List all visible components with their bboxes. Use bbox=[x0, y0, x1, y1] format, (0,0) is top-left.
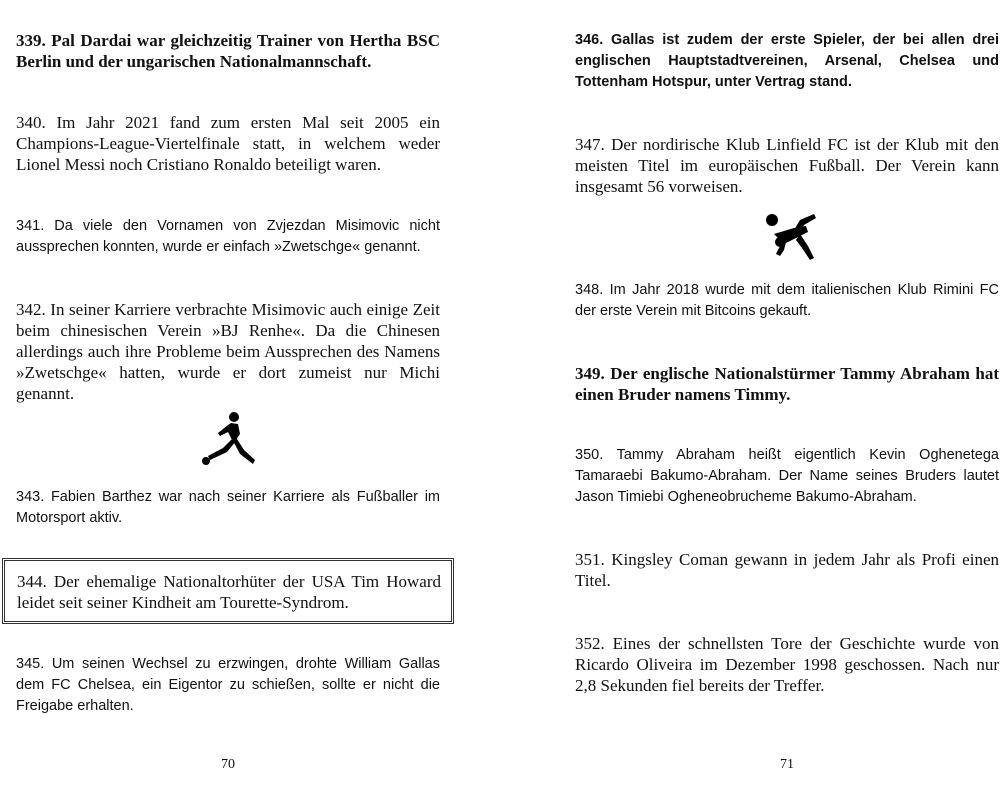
fact-345: 345. Um seinen Wechsel zu erzwingen, drohte William Gallas dem FC Chelsea, ein Eigentor zu schießen, sollte er nicht die Freigabe erhalten. bbox=[16, 656, 440, 714]
soccer-player-kicking-icon bbox=[198, 410, 258, 470]
right-page bbox=[500, 0, 1000, 800]
fact-350: 350. Tammy Abraham heißt eigentlich Kevin Oghenetega Tamaraebi Bakumo-Abraham. Der Name seines Bruders lautet Jason Timiebi Ogheneobrucheme Bakumo-Abraham. bbox=[575, 447, 999, 505]
fact-343: 343. Fabien Barthez war nach seiner Karriere als Fußballer im Motorsport aktiv. bbox=[16, 489, 440, 526]
fact-351: 351. Kingsley Coman gewann in jedem Jahr als Profi einen Titel. bbox=[575, 550, 999, 590]
page-number-right: 71 bbox=[780, 757, 794, 772]
page-number-left: 70 bbox=[221, 757, 235, 772]
fact-346: 346. Gallas ist zudem der erste Spieler, der bei allen drei englischen Hauptstadtvereinen, Arsenal, Chelsea und Tottenham Hotspur, unter Vertrag stand. bbox=[575, 32, 999, 90]
fact-348: 348. Im Jahr 2018 wurde mit dem italienischen Klub Rimini FC der erste Verein mit Bitcoins gekauft. bbox=[575, 282, 999, 319]
bicycle-kick-player-icon bbox=[756, 212, 820, 262]
fact-352: 352. Eines der schnellsten Tore der Geschichte wurde von Ricardo Oliveira im Dezember 1998 geschossen. Nach nur 2,8 Sekunden fiel bereits der Treffer. bbox=[575, 634, 999, 695]
fact-349: 349. Der englische Nationalstürmer Tammy Abraham hat einen Bruder namens Timmy. bbox=[575, 364, 999, 404]
fact-340: 340. Im Jahr 2021 fand zum ersten Mal seit 2005 ein Champions-League-Viertelfinale statt, in welchem weder Lionel Messi noch Cristiano Ronaldo beteiligt waren. bbox=[16, 113, 440, 174]
highlight-box bbox=[2, 558, 454, 624]
fact-342: 342. In seiner Karriere verbrachte Misimovic auch einige Zeit beim chinesischen Verein »BJ Renhe«. Da die Chinesen allerdings auch ihre Probleme beim Aussprechen des Namens »Zwetschge« hatten, wurde er dort zumeist nur Michi genannt. bbox=[16, 300, 440, 403]
fact-347: 347. Der nordirische Klub Linfield FC ist der Klub mit den meisten Titel im europäischen Fußball. Der Verein kann insgesamt 56 vorweisen. bbox=[575, 135, 999, 196]
fact-339: 339. Pal Dardai war gleichzeitig Trainer von Hertha BSC Berlin und der ungarischen Nationalmannschaft. bbox=[16, 31, 440, 71]
fact-341: 341. Da viele den Vornamen von Zvjezdan Misimovic nicht aussprechen konnten, wurde er einfach »Zwetschge« genannt. bbox=[16, 218, 440, 255]
fact-344: 344. Der ehemalige Nationaltorhüter der USA Tim Howard leidet seit seiner Kindheit am Tourette-Syndrom. bbox=[17, 572, 441, 612]
